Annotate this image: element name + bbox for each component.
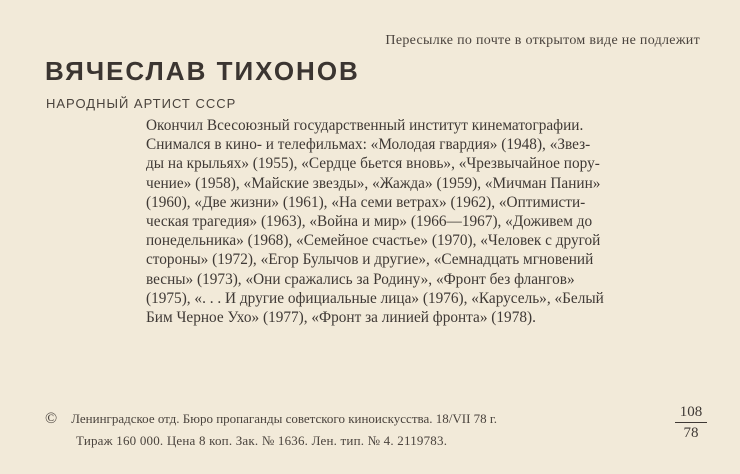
bio-line: (1960), «Две жизни» (1961), «На семи ветрах» (1962), «Оптимисти-	[146, 193, 586, 211]
bio-line: понедельника» (1968), «Семейное счастье» (1970), «Человек с другой	[146, 232, 601, 250]
bio-line: (1975), «. . . И другие официальные лица» (1976), «Карусель», «Белый	[146, 289, 604, 307]
imprint-line-1	[45, 410, 497, 428]
postal-note: Пересылке по почте в открытом виде не подлежит	[385, 33, 700, 48]
bio-line: ды на крыльях» (1955), «Сердце бьется вновь», «Чрезвычайное пору-	[146, 155, 600, 173]
imprint-publisher: Ленинградское отд. Бюро пропаганды советского киноискусства. 18/VII 78 г.	[71, 411, 498, 426]
imprint-line-2: Тираж 160 000. Цена 8 коп. Зак. № 1636. Лен. тип. № 4. 2119783.	[76, 433, 448, 448]
biography-text	[146, 116, 706, 327]
bio-line: весны» (1973), «Они сражались за Родину», «Фронт без флангов»	[146, 270, 575, 288]
fraction-numerator: 108	[675, 404, 707, 423]
fraction-denominator: 78	[683, 425, 699, 441]
copyright-icon: ©	[45, 410, 58, 427]
print-code-fraction	[675, 404, 707, 442]
bio-line: ческая трагедия» (1963), «Война и мир» (1966—1967), «Доживем до	[146, 213, 593, 231]
imprint-footer	[45, 410, 497, 449]
bio-line: Снимался в кино- и телефильмах: «Молодая гвардия» (1948), «Звез-	[146, 136, 591, 154]
bio-line: Бим Черное Ухо» (1977), «Фронт за линией фронта» (1978).	[146, 309, 536, 327]
person-name: ВЯЧЕСЛАВ ТИХОНОВ	[45, 56, 360, 86]
honorary-title: НАРОДНЫЙ АРТИСТ СССР	[46, 96, 237, 111]
bio-line: чение» (1958), «Майские звезды», «Жажда» (1959), «Мичман Панин»	[146, 174, 601, 192]
bio-line: стороны» (1972), «Егор Булычов и другие», «Семнадцать мгновений	[146, 251, 594, 269]
bio-line: Окончил Всесоюзный государственный институт кинематографии.	[146, 117, 584, 134]
